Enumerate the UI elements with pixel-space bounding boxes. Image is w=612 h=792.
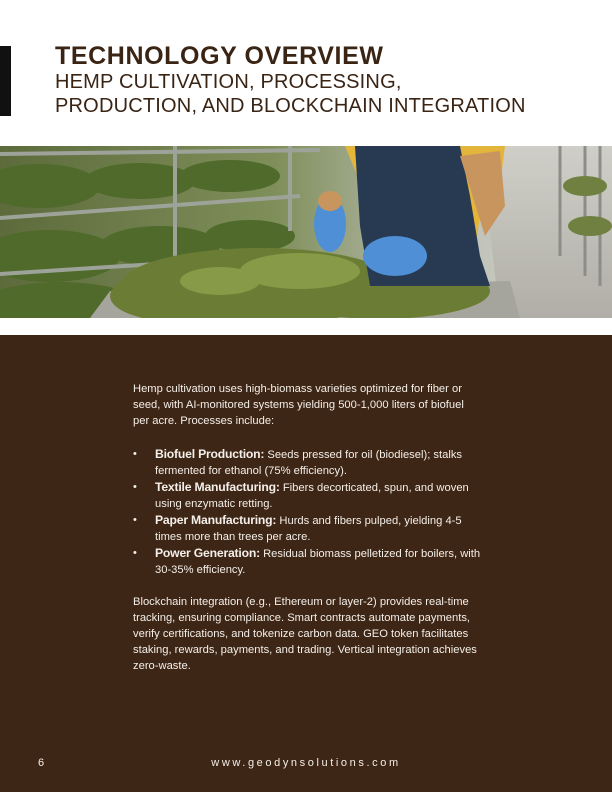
list-item-term: Paper Manufacturing: <box>155 513 277 527</box>
list-item-term: Power Generation: <box>155 546 260 560</box>
list-item-text: Hurds and fibers pulped, yielding 4-5 times more than trees per acre. <box>155 515 462 543</box>
page-number: 6 <box>38 757 45 769</box>
list-item <box>133 512 483 545</box>
list-item <box>133 545 483 578</box>
website-link[interactable]: www.geodynsolutions.com <box>211 757 401 769</box>
bullet-icon: • <box>133 514 137 526</box>
closing-paragraph: Blockchain integration (e.g., Ethereum or layer-2) provides real-time tracking, ensuring compliance. Smart contracts automate payments, verify certifications, and tokenize carbon data. GEO token facilitates staking, rewards, payments, and trading. Vertical integration achieves zero-waste. <box>133 596 477 672</box>
process-list <box>133 446 483 578</box>
list-item-text: Seeds pressed for oil (biodiesel); stalks fermented for ethanol (75% efficiency). <box>155 449 463 477</box>
list-item-term: Textile Manufacturing: <box>155 480 280 494</box>
page-title: TECHNOLOGY OVERVIEW <box>55 42 384 70</box>
list-item <box>133 446 483 479</box>
header <box>55 42 595 118</box>
page-subtitle-line-1: HEMP CULTIVATION, PROCESSING, <box>55 71 402 93</box>
body-text <box>133 381 483 674</box>
bullet-icon: • <box>133 448 137 460</box>
hemp-worker-photo <box>0 146 612 318</box>
bullet-icon: • <box>133 481 137 493</box>
list-item-term: Biofuel Production: <box>155 447 265 461</box>
left-accent-bar <box>0 46 11 116</box>
list-item <box>133 479 483 512</box>
intro-paragraph: Hemp cultivation uses high-biomass varieties optimized for fiber or seed, with AI-monitored systems yielding 500-1,000 liters of biofuel per acre. Processes include: <box>133 383 464 427</box>
bullet-icon: • <box>133 547 137 559</box>
list-item-text: Fibers decorticated, spun, and woven using enzymatic retting. <box>155 482 469 510</box>
list-item-text: Residual biomass pelletized for boilers, with 30-35% efficiency. <box>155 548 481 576</box>
page-subtitle-line-2: PRODUCTION, AND BLOCKCHAIN INTEGRATION <box>55 95 526 117</box>
